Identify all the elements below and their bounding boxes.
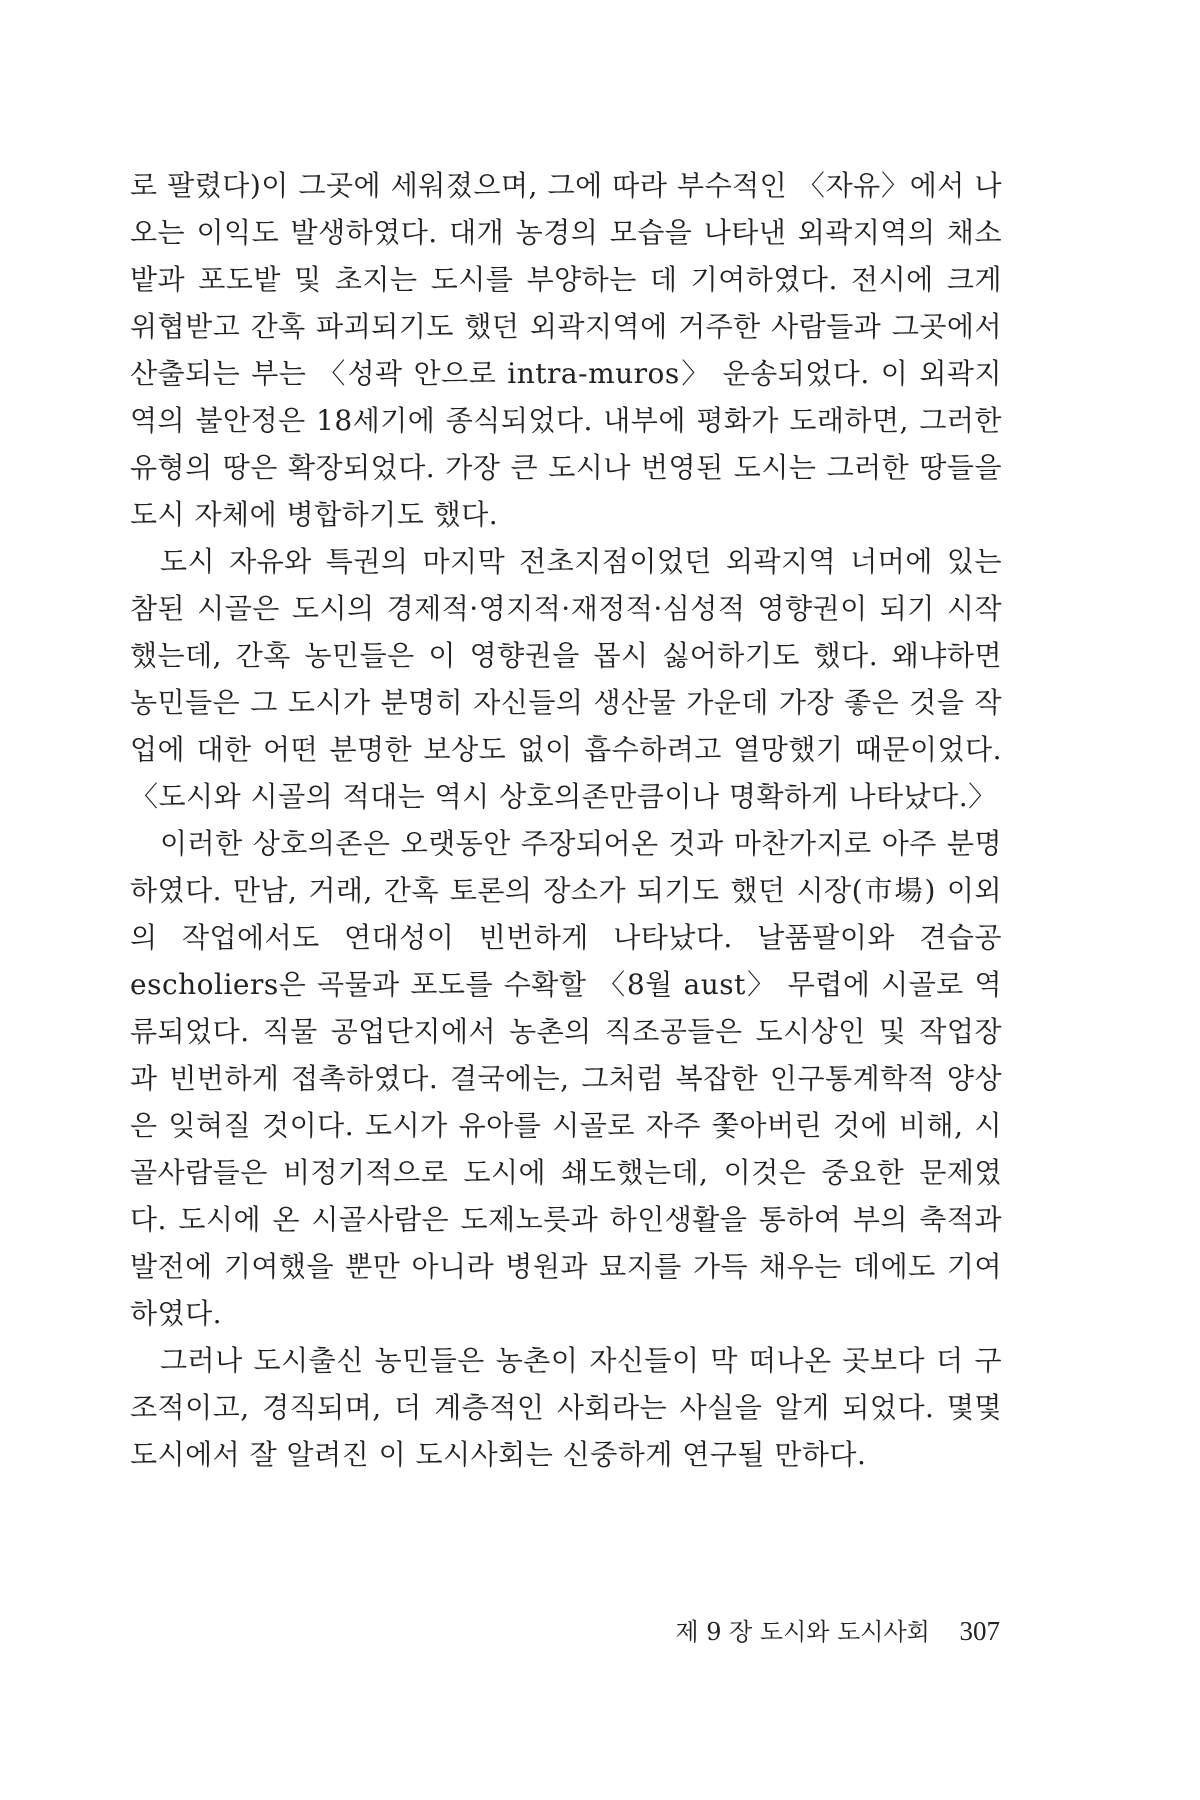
chapter-title: 제 9 장 도시와 도시사회: [675, 1618, 930, 1646]
page-footer: [675, 1612, 1000, 1647]
paragraph-4: 그러나 도시출신 농민들은 농촌이 자신들이 막 떠나온 곳보다 더 구조적이고, 경직되며, 더 계층적인 사회라는 사실을 알게 되었다. 몇몇 도시에서 잘 알려진 이 도시사회는 신중하게 연구될 만하다.: [130, 1344, 1002, 1471]
paragraph-1: 로 팔렸다)이 그곳에 세워졌으며, 그에 따라 부수적인 〈자유〉에서 나오는 이익도 발생하였다. 대개 농경의 모습을 나타낸 외곽지역의 채소밭과 포도밭 및 초지는 도시를 부양하는 데 기여하였다. 전시에 크게 위협받고 간혹 파괴되기도 했던 외곽지역에 거주한 사람들과 그곳에서 산출되는 부는 〈성곽 안으로 intra-muros〉 운송되었다. 이 외곽지역의 불안정은 18세기에 종식되었다. 내부에 평화가 도래하면, 그러한 유형의 땅은 확장되었다. 가장 큰 도시나 번영된 도시는 그러한 땅들을 도시 자체에 병합하기도 했다.: [130, 169, 1002, 531]
paragraph-3: 이러한 상호의존은 오랫동안 주장되어온 것과 마찬가지로 아주 분명하였다. 만남, 거래, 간혹 토론의 장소가 되기도 했던 시장(市場) 이외의 작업에서도 연대성이 빈번하게 나타났다. 날품팔이와 견습공 escholiers은 곡물과 포도를 수확할 〈8월 aust〉 무렵에 시골로 역류되었다. 직물 공업단지에서 농촌의 직조공들은 도시상인 및 작업장과 빈번하게 접촉하였다. 결국에는, 그처럼 복잡한 인구통계학적 양상은 잊혀질 것이다. 도시가 유아를 시골로 자주 쫓아버린 것에 비해, 시골사람들은 비정기적으로 도시에 쇄도했는데, 이것은 중요한 문제였다. 도시에 온 시골사람은 도제노릇과 하인생활을 통하여 부의 축적과 발전에 기여했을 뿐만 아니라 병원과 묘지를 가득 채우는 데에도 기여하였다.: [130, 827, 1002, 1330]
page-number: 307: [959, 1616, 1000, 1646]
paragraph-2: 도시 자유와 특권의 마지막 전초지점이었던 외곽지역 너머에 있는 참된 시골은 도시의 경제적·영지적·재정적·심성적 영향권이 되기 시작했는데, 간혹 농민들은 이 영향권을 몹시 싫어하기도 했다. 왜냐하면 농민들은 그 도시가 분명히 자신들의 생산물 가운데 가장 좋은 것을 작업에 대한 어떤 분명한 보상도 없이 흡수하려고 열망했기 때문이었다. 〈도시와 시골의 적대는 역시 상호의존만큼이나 명확하게 나타났다.〉: [130, 545, 1002, 813]
body-text: [130, 162, 1002, 1478]
